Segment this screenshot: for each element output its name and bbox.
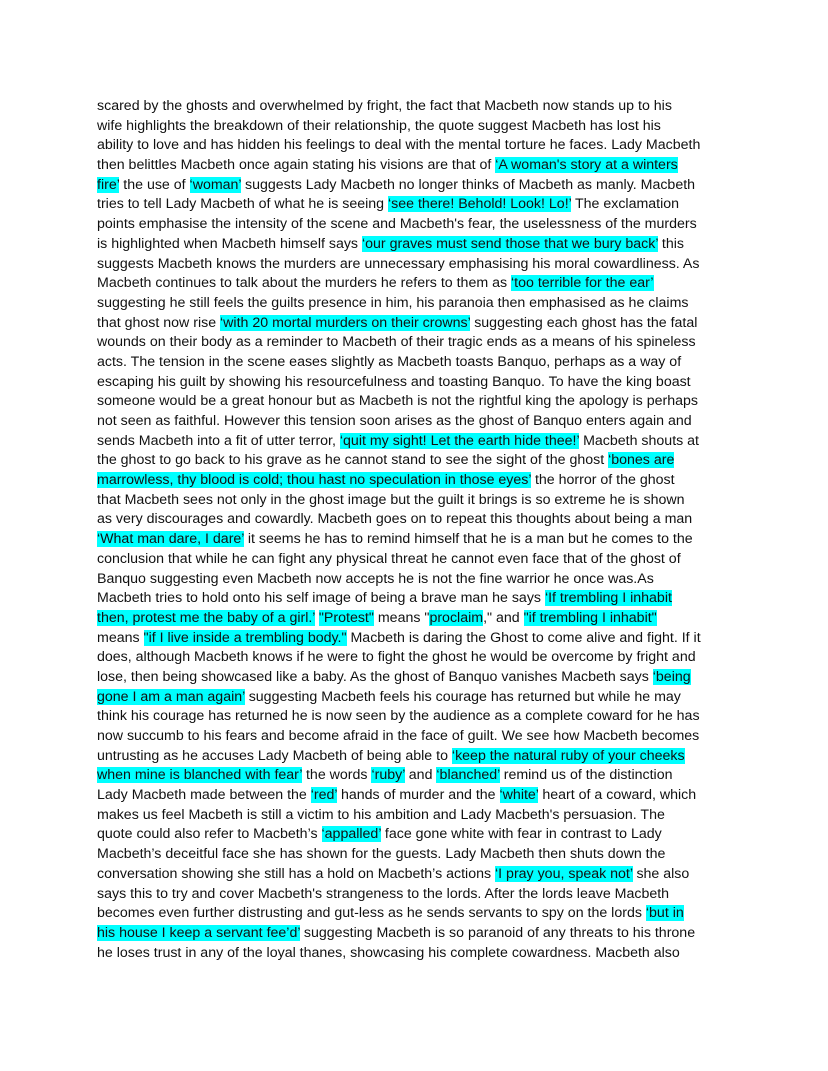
text-segment: is highlighted when Macbeth himself says — [97, 235, 362, 252]
essay-body — [97, 97, 737, 963]
text-segment: and — [404, 767, 437, 784]
text-segment: that Macbeth sees not only in the ghost image but the guilt it brings is so extreme he is shown — [97, 491, 685, 508]
text-segment: lose, then being showcased like a baby. As the ghost of Banquo vanishes Macbeth says — [97, 668, 653, 685]
text-line — [97, 451, 737, 471]
text-line — [97, 944, 737, 964]
highlighted-quote: fire’ — [97, 176, 120, 193]
highlighted-quote: ‘with 20 mortal murders on their crowns’ — [220, 314, 471, 331]
highlighted-quote: ‘too terrible for the ear’ — [511, 275, 654, 292]
text-line — [97, 432, 737, 452]
text-line — [97, 412, 737, 432]
highlighted-quote: ‘I pray you, speak not’ — [495, 865, 633, 882]
highlighted-quote: ‘red’ — [310, 787, 338, 804]
text-line — [97, 747, 737, 767]
text-segment: suggesting Macbeth feels his courage has returned but while he may — [244, 688, 681, 705]
text-line — [97, 570, 737, 590]
text-segment: suggesting he still feels the guilts presence in him, his paranoia then emphasised as he claims — [97, 294, 689, 311]
text-segment: Lady Macbeth made between the — [97, 787, 311, 804]
text-segment: conversation showing she still has a hold on Macbeth’s actions — [97, 865, 496, 882]
text-line — [97, 648, 737, 668]
text-segment: sends Macbeth into a fit of utter terror, — [97, 432, 340, 449]
text-line — [97, 136, 737, 156]
text-segment: untrusting as he accuses Lady Macbeth of being able to — [97, 747, 452, 764]
highlighted-quote: ‘quit my sight! Let the earth hide thee!’ — [339, 432, 580, 449]
text-segment: means " — [373, 609, 430, 626]
text-segment: acts. The tension in the scene eases slightly as Macbeth toasts Banquo, perhaps as a way of — [97, 353, 682, 370]
text-line — [97, 530, 737, 550]
text-segment: he loses trust in any of the loyal thanes, showcasing his complete cowardness. Macbeth also — [97, 944, 680, 961]
highlighted-quote: ‘but in — [645, 905, 684, 922]
text-segment: scared by the ghosts and overwhelmed by fright, the fact that Macbeth now stands up to his — [97, 98, 672, 114]
text-line — [97, 707, 737, 727]
highlighted-quote: ‘appalled’ — [321, 826, 381, 843]
text-segment: the use of — [119, 176, 190, 193]
highlighted-quote: ‘our graves must send those that we bury back’ — [361, 235, 658, 252]
text-line — [97, 865, 737, 885]
text-line — [97, 550, 737, 570]
text-segment: now succumb to his fears and become afraid in the face of guilt. We see how Macbeth becomes — [97, 728, 700, 744]
text-segment: ability to love and has hidden his feelings to deal with the mental torture he faces. Lady Macbeth — [97, 137, 701, 154]
highlighted-quote: ‘see there! Behold! Look! Lo!’ — [388, 196, 572, 213]
text-line — [97, 255, 737, 275]
text-segment: the horror of the ghost — [531, 472, 675, 489]
text-segment: that ghost now rise — [97, 314, 221, 331]
text-segment: hands of murder and the — [337, 787, 500, 804]
highlighted-quote: ‘keep the natural ruby of your cheeks — [451, 747, 685, 764]
highlighted-quote: "if I live inside a trembling body." — [143, 629, 347, 646]
highlighted-quote: "Protest" — [318, 609, 374, 626]
text-line — [97, 392, 737, 412]
text-segment: remind us of the distinction — [499, 767, 673, 784]
highlighted-quote: gone I am a man again’ — [97, 688, 245, 705]
highlighted-quote: marrowless, thy blood is cold; thou hast no speculation in those eyes’ — [97, 472, 532, 489]
text-line — [97, 176, 737, 196]
text-segment: does, although Macbeth knows if he were to fight the ghost he would be overcome by fright and — [97, 649, 696, 666]
text-segment: means — [97, 629, 144, 646]
text-line — [97, 117, 737, 137]
highlighted-quote: ‘blanched’ — [436, 767, 500, 784]
text-line — [97, 510, 737, 530]
text-line — [97, 766, 737, 786]
highlighted-quote: proclaim — [429, 609, 484, 626]
text-segment: says this to try and cover Macbeth's strangeness to the lords. After the lords leave Macbeth — [97, 885, 670, 902]
highlighted-quote: ‘woman’ — [189, 176, 242, 193]
highlighted-quote: ‘white’ — [499, 787, 539, 804]
text-line — [97, 353, 737, 373]
text-line — [97, 333, 737, 353]
text-segment: tries to tell Lady Macbeth of what he is seeing — [97, 196, 389, 213]
text-segment: becomes even further distrusting and gut-less as he sends servants to spy on the lords — [97, 905, 646, 922]
highlighted-quote: then, protest me the baby of a girl.’ — [97, 609, 315, 626]
text-segment: Macbeth continues to talk about the murders he refers to them as — [97, 275, 512, 292]
text-segment: not seen as faithful. However this tension soon arises as the ghost of Banquo enters again and — [97, 413, 692, 429]
text-segment: suggests Macbeth knows the murders are unnecessary emphasising his moral cowardliness. As — [97, 255, 700, 272]
text-segment: quote could also refer to Macbeth’s — [97, 826, 322, 843]
text-segment: Macbeth tries to hold onto his self image of being a brave man he says — [97, 590, 545, 607]
text-line — [97, 215, 737, 235]
text-line — [97, 885, 737, 905]
text-line — [97, 589, 737, 609]
text-line — [97, 904, 737, 924]
text-line — [97, 727, 737, 747]
text-segment: Macbeth is daring the Ghost to come alive and fight. If it — [346, 629, 701, 646]
highlighted-quote: ‘ruby’ — [371, 767, 405, 784]
text-segment: The exclamation — [571, 196, 680, 213]
text-line — [97, 314, 737, 334]
highlighted-quote: ‘bones are — [608, 452, 675, 469]
text-line — [97, 786, 737, 806]
highlighted-quote: ‘If trembling I inhabit — [544, 590, 672, 607]
text-line — [97, 97, 737, 117]
text-line — [97, 688, 737, 708]
text-segment: the words — [302, 767, 372, 784]
text-segment: wounds on their body as a reminder to Macbeth of their tragic ends as a means of his spineless — [97, 334, 696, 351]
text-line — [97, 668, 737, 688]
text-line — [97, 156, 737, 176]
text-segment: points emphasise the intensity of the scene and Macbeth's fear, the uselessness of the murders — [97, 216, 697, 233]
text-line — [97, 274, 737, 294]
text-segment: heart of a coward, which — [538, 787, 697, 804]
text-segment: suggesting each ghost has the fatal — [470, 314, 698, 331]
highlighted-quote: ‘What man dare, I dare’ — [97, 531, 244, 548]
highlighted-quote: ‘being — [652, 668, 691, 685]
text-line — [97, 806, 737, 826]
text-segment: as very discourages and cowardly. Macbeth goes on to repeat this thoughts about being a man — [97, 511, 693, 528]
text-segment: suggests Lady Macbeth no longer thinks of Macbeth as manly. Macbeth — [241, 176, 696, 193]
text-line — [97, 235, 737, 255]
text-line — [97, 609, 737, 629]
text-segment: Banquo suggesting even Macbeth now accepts he is not the fine warrior he once was.As — [97, 570, 654, 587]
highlighted-quote: ‘A woman's story at a winters — [495, 157, 678, 174]
text-line — [97, 924, 737, 944]
text-line — [97, 491, 737, 511]
text-segment: face gone white with fear in contrast to Lady — [380, 826, 662, 843]
text-segment: it seems he has to remind himself that he is a man but he comes to the — [243, 531, 693, 548]
text-segment: Macbeth shouts at — [579, 432, 699, 449]
text-segment: wife highlights the breakdown of their relationship, the quote suggest Macbeth has lost his — [97, 117, 661, 134]
text-line — [97, 195, 737, 215]
highlighted-quote: when mine is blanched with fear’ — [97, 767, 303, 784]
highlighted-quote: his house I keep a servant fee’d’ — [97, 924, 300, 941]
text-segment: this — [657, 235, 684, 252]
text-line — [97, 471, 737, 491]
text-segment: think his courage has returned he is now seen by the audience as a complete coward for he has — [97, 708, 700, 725]
text-line — [97, 294, 737, 314]
text-line — [97, 629, 737, 649]
text-segment: she also — [632, 865, 690, 882]
text-line — [97, 825, 737, 845]
text-segment: then belittles Macbeth once again stating his visions are that of — [97, 157, 496, 174]
text-line — [97, 373, 737, 393]
highlighted-quote: "if trembling I inhabit" — [523, 609, 657, 626]
text-segment: ," and — [483, 609, 524, 626]
text-segment: makes us feel Macbeth is still a victim to his ambition and Lady Macbeth's persuasion. The — [97, 806, 665, 823]
text-segment: Macbeth’s deceitful face she has shown for the guests. Lady Macbeth then shuts down the — [97, 846, 666, 863]
text-line — [97, 845, 737, 865]
text-segment: escaping his guilt by showing his resourcefulness and toasting Banquo. To have the king boast — [97, 373, 691, 390]
text-segment: suggesting Macbeth is so paranoid of any threats to his throne — [299, 924, 696, 941]
text-segment: someone would be a great honour but as Macbeth is not the rightful king the apology is perhaps — [97, 393, 698, 410]
text-segment: the ghost to go back to his grave as he cannot stand to see the sight of the ghost — [97, 452, 609, 469]
text-segment: conclusion that while he can fight any physical threat he cannot even face that of the ghost of — [97, 550, 681, 567]
